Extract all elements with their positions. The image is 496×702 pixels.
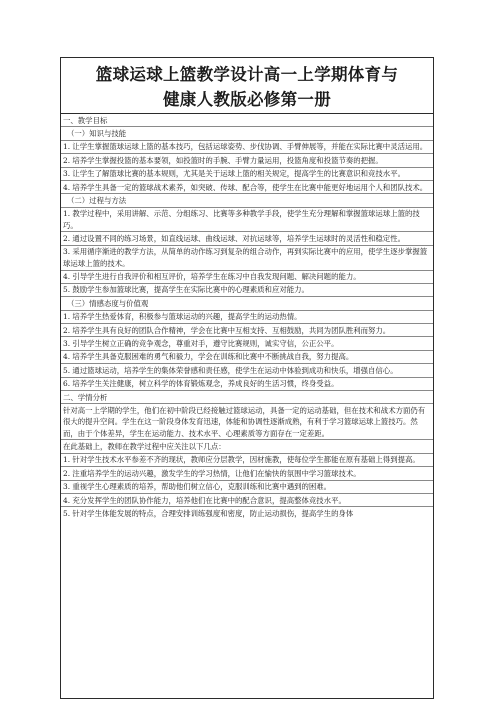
list-item: 6. 培养学生关注健康，树立科学的体育锻炼观念，养成良好的生活习惯，终身受益。 — [61, 378, 433, 391]
list-item: 3. 引导学生树立正确的竞争观念，尊重对手，遵守比赛规则，诚实守信，公正公平。 — [61, 337, 433, 350]
list-item: 1. 培养学生热爱体育，积极参与篮球运动的兴趣，提高学生的运动热情。 — [61, 311, 433, 324]
list-item: 4. 培养学生具备一定的篮球战术素养，如突破、传球、配合等，使学生在比赛中能更好地运用个人和团队技术。 — [61, 181, 433, 194]
list-item: 3. 让学生了解篮球比赛的基本规则，尤其是关于运球上篮的相关规定，提高学生的比赛意识和竞技水平。 — [61, 168, 433, 181]
list-item: 5. 通过篮球运动，培养学生的集体荣誉感和责任感，使学生在运动中体验到成功和快乐，增强自信心。 — [61, 364, 433, 377]
list-item: 2. 注重培养学生的运动兴趣，激发学生的学习热情，让他们在愉快的氛围中学习篮球技术。 — [61, 467, 433, 480]
list-item: 5. 鼓励学生参加篮球比赛，提高学生在实际比赛中的心理素质和应对能力。 — [61, 284, 433, 297]
list-item: 1. 让学生掌握篮球运球上篮的基本技巧，包括运球姿势、步伐协调、手臂伸展等，并能在实际比赛中灵活运用。 — [61, 141, 433, 154]
list-item: 2. 培养学生具有良好的团队合作精神，学会在比赛中互相支持、互相鼓励，共同为团队胜利而努力。 — [61, 324, 433, 337]
list-item: 4. 充分发挥学生的团队协作能力，培养他们在比赛中的配合意识，提高整体竞技水平。 — [61, 494, 433, 507]
list-item: 4. 引导学生进行自我评价和相互评价，培养学生在练习中自我发现问题、解决问题的能力。 — [61, 271, 433, 284]
document-title — [61, 58, 433, 114]
title-line-1: 篮球运球上篮教学设计高一上学期体育与 — [95, 65, 399, 84]
list-item: 3. 重视学生心理素质的培养，帮助他们树立信心，克服训练和比赛中遇到的困难。 — [61, 481, 433, 494]
list-item: 5. 针对学生体能发展的特点，合理安排训练强度和密度，防止运动损伤，提高学生的身体 — [63, 508, 354, 518]
list-item: 1. 教学过程中，采用讲解、示范、分组练习、比赛等多种教学手段，使学生充分理解和掌握篮球运球上篮的技巧。 — [61, 208, 433, 233]
document-page — [60, 57, 434, 699]
section-heading: 一、教学目标 — [61, 114, 433, 127]
subsection-heading: （三）情感态度与价值观 — [61, 297, 433, 310]
title-line-2: 健康人教版必修第一册 — [163, 90, 331, 109]
subsection-heading: （一）知识与技能 — [61, 127, 433, 140]
list-item: 1. 针对学生技术水平参差不齐的现状，教师应分层教学，因材施教，使每位学生都能在原有基础上得到提高。 — [61, 454, 433, 467]
list-item: 3. 采用循序渐进的教学方法，从简单的动作练习到复杂的组合动作，再到实际比赛中的应用，使学生逐步掌握篮球运球上篮的技术。 — [61, 246, 433, 271]
section-heading: 二、学情分析 — [61, 391, 433, 404]
list-item: 2. 通过设置不同的练习场景，如直线运球、曲线运球、对抗运球等，培养学生运球时的灵活性和稳定性。 — [61, 232, 433, 245]
list-item: 4. 培养学生具备克服困难的勇气和毅力，学会在训练和比赛中不断挑战自我，努力提高。 — [61, 351, 433, 364]
list-item: 2. 培养学生掌握投篮的基本要领，如投篮时的手腕、手臂力量运用，投篮角度和投篮节奏的把握。 — [61, 154, 433, 167]
paragraph: 在此基础上，教师在教学过程中应关注以下几点： — [61, 440, 433, 453]
paragraph: 针对高一上学期的学生，他们在初中阶段已经接触过篮球运动，具备一定的运动基础，但在技术和战术方面仍有很大的提升空间。学生在这一阶段身体发育迅速，体能和协调性逐渐成熟，有利于学习篮球运球上篮技巧。然而，由于个体差异，学生在运动能力、技术水平、心理素质等方面存在一定差距。 — [61, 404, 433, 440]
subsection-heading: （二）过程与方法 — [61, 194, 433, 207]
